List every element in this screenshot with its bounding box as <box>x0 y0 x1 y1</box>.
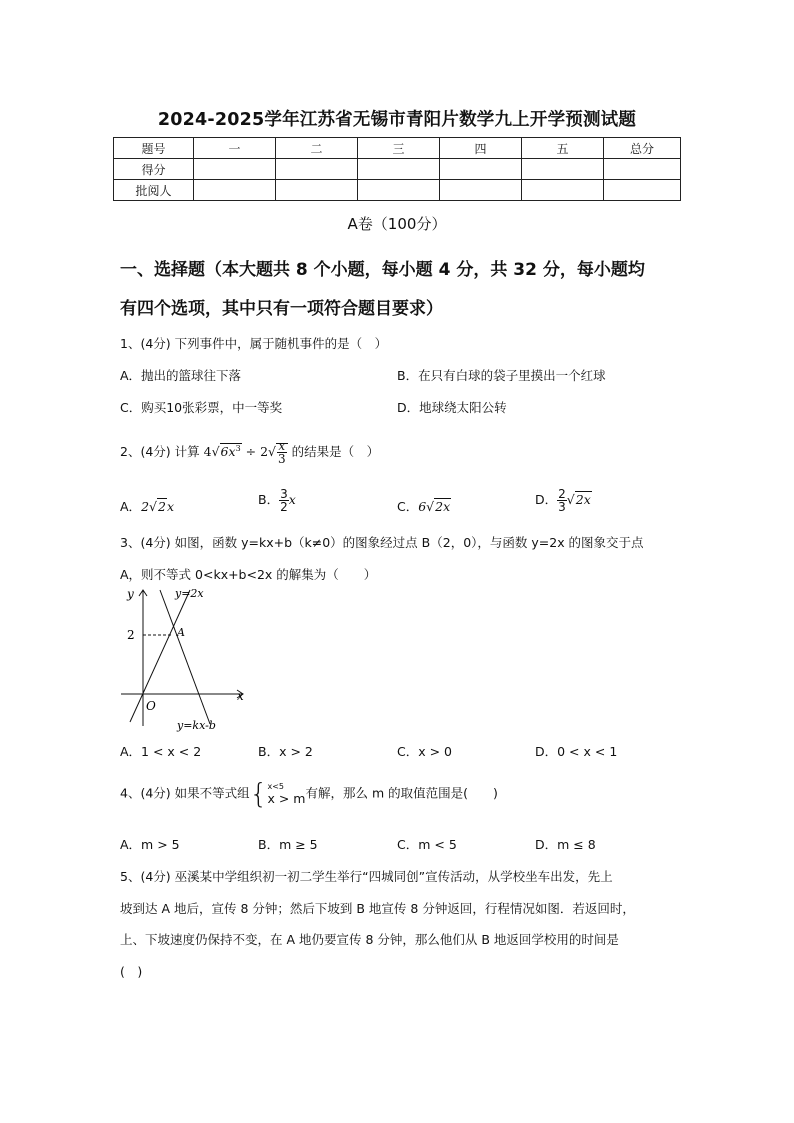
origin-label: O <box>146 699 156 713</box>
page-title: 2024-2025学年江苏省无锡市青阳片数学九上开学预测试题 <box>157 110 637 130</box>
q3-option-d[interactable]: D．0 < x < 1 <box>535 744 618 759</box>
table-cell[interactable] <box>604 180 681 201</box>
q2-option-b-expr: $\frac{3}{2}$ <box>280 487 288 514</box>
table-cell: 批阅人 <box>114 180 194 201</box>
q5-line2: 坡到达 A 地后，宣传 8 分钟；然后下坡到 B 地宣传 8 分钟返回，行程情况如图．若返回时， <box>120 901 635 916</box>
q4-option-d[interactable]: D．m ≤ 8 <box>535 837 596 852</box>
q4-stem-suffix: 有解，那么 m 的取值范围是( ) <box>305 785 498 801</box>
q3-option-c[interactable]: C．x > 0 <box>397 744 452 759</box>
table-cell: 题号 <box>114 138 194 159</box>
q4-system-bottom: x > m <box>267 790 306 806</box>
part1-heading-line2: 有四个选项，其中只有一项符合题目要求） <box>120 299 443 319</box>
q5-line1: 5、(4分) 巫溪某中学组织初一初二学生举行“四城同创”宣传活动，从学校坐车出发，先上 <box>120 869 613 884</box>
option-letter: B． <box>258 492 280 507</box>
q3-option-b[interactable]: B．x > 2 <box>258 744 313 759</box>
part1-heading-line1: 一、选择题（本大题共 8 个小题，每小题 4 分，共 32 分，每小题均 <box>120 260 645 280</box>
q4-option-b[interactable]: B．m ≥ 5 <box>258 837 318 852</box>
q4-system-top: x<5 <box>267 781 284 791</box>
table-cell[interactable] <box>276 159 358 180</box>
q3-figure <box>115 584 250 734</box>
q2-stem-prefix: 2、(4分) 计算 <box>120 444 200 459</box>
q1-option-a[interactable]: A．抛出的篮球往下落 <box>120 368 242 383</box>
section-a-heading: A卷（100分） <box>347 215 447 233</box>
table-cell[interactable] <box>440 180 522 201</box>
table-cell[interactable] <box>522 159 604 180</box>
q4-stem-prefix: 4、(4分) 如果不等式组 <box>120 785 250 801</box>
table-row <box>114 180 681 201</box>
q1-option-c[interactable]: C．购买10张彩票，中一等奖 <box>120 400 283 415</box>
line1-label: y=2x <box>175 587 204 600</box>
table-cell: 五 <box>522 138 604 159</box>
q2-option-b[interactable]: B． $\frac{3}{2}$ x <box>258 487 296 514</box>
point-a-label: A <box>177 626 185 639</box>
table-cell: 二 <box>276 138 358 159</box>
q3-option-a[interactable]: A．1 < x < 2 <box>120 744 202 759</box>
q2-option-d-expr: $\frac{2}{3}$ <box>558 487 566 514</box>
tick-label: 2 <box>127 628 135 642</box>
table-cell: 一 <box>194 138 276 159</box>
brace-icon: { <box>249 777 268 810</box>
option-letter: D． <box>535 492 558 507</box>
table-cell[interactable] <box>604 159 681 180</box>
table-cell[interactable] <box>276 180 358 201</box>
y-axis-label: y <box>127 587 134 601</box>
line-y-2x <box>130 590 190 722</box>
q4-stem <box>120 777 498 810</box>
table-cell[interactable] <box>440 159 522 180</box>
q1-option-d[interactable]: D．地球绕太阳公转 <box>397 400 507 415</box>
q2-option-d[interactable]: D． $\frac{2}{3}$ √2x <box>535 487 591 514</box>
q3-stem-line2: A，则不等式 0<kx+b<2x 的解集为（ ） <box>120 567 377 582</box>
q2-expression: $4√6x^3 \div 2√$ $\frac{x}{3}$ <box>203 439 286 466</box>
q5-line3: 上、下坡速度仍保持不变，在 A 地仍要宣传 8 分钟，那么他们从 B 地返回学校用的时间是 <box>120 932 619 947</box>
line-y-kx-b <box>160 590 210 724</box>
q1-stem: 1、(4分) 下列事件中，属于随机事件的是（ ） <box>120 336 388 351</box>
q1-option-b[interactable]: B．在只有白球的袋子里摸出一个红球 <box>397 368 606 383</box>
q4-option-c[interactable]: C．m < 5 <box>397 837 457 852</box>
table-row <box>114 138 681 159</box>
q2-stem <box>120 440 379 465</box>
table-cell: 三 <box>358 138 440 159</box>
table-cell: 四 <box>440 138 522 159</box>
q3-stem-line1: 3、(4分) 如图，函数 y=kx+b（k≠0）的图象经过点 B（2，0），与函数 y=2x 的图象交于点 <box>120 535 644 550</box>
q4-inequality-system <box>267 783 305 806</box>
option-letter: C． <box>397 499 419 514</box>
q2-stem-suffix: 的结果是（ ） <box>291 444 380 459</box>
q2-option-a[interactable] <box>120 497 174 515</box>
q2-option-c[interactable] <box>397 497 451 515</box>
table-cell: 得分 <box>114 159 194 180</box>
q2-option-a-expr: 2√2x <box>141 499 174 514</box>
table-row <box>114 159 681 180</box>
score-table <box>113 137 681 201</box>
table-cell: 总分 <box>604 138 681 159</box>
line2-label: y=kx-b <box>177 719 216 732</box>
q5-line4: ( ) <box>120 964 143 979</box>
table-cell[interactable] <box>522 180 604 201</box>
q2-option-c-expr: 6√2x <box>418 499 451 514</box>
table-cell[interactable] <box>194 180 276 201</box>
q4-option-a[interactable]: A．m > 5 <box>120 837 180 852</box>
option-letter: A． <box>120 499 142 514</box>
table-cell[interactable] <box>358 180 440 201</box>
table-cell[interactable] <box>194 159 276 180</box>
table-cell[interactable] <box>358 159 440 180</box>
x-axis-label: x <box>237 689 244 703</box>
